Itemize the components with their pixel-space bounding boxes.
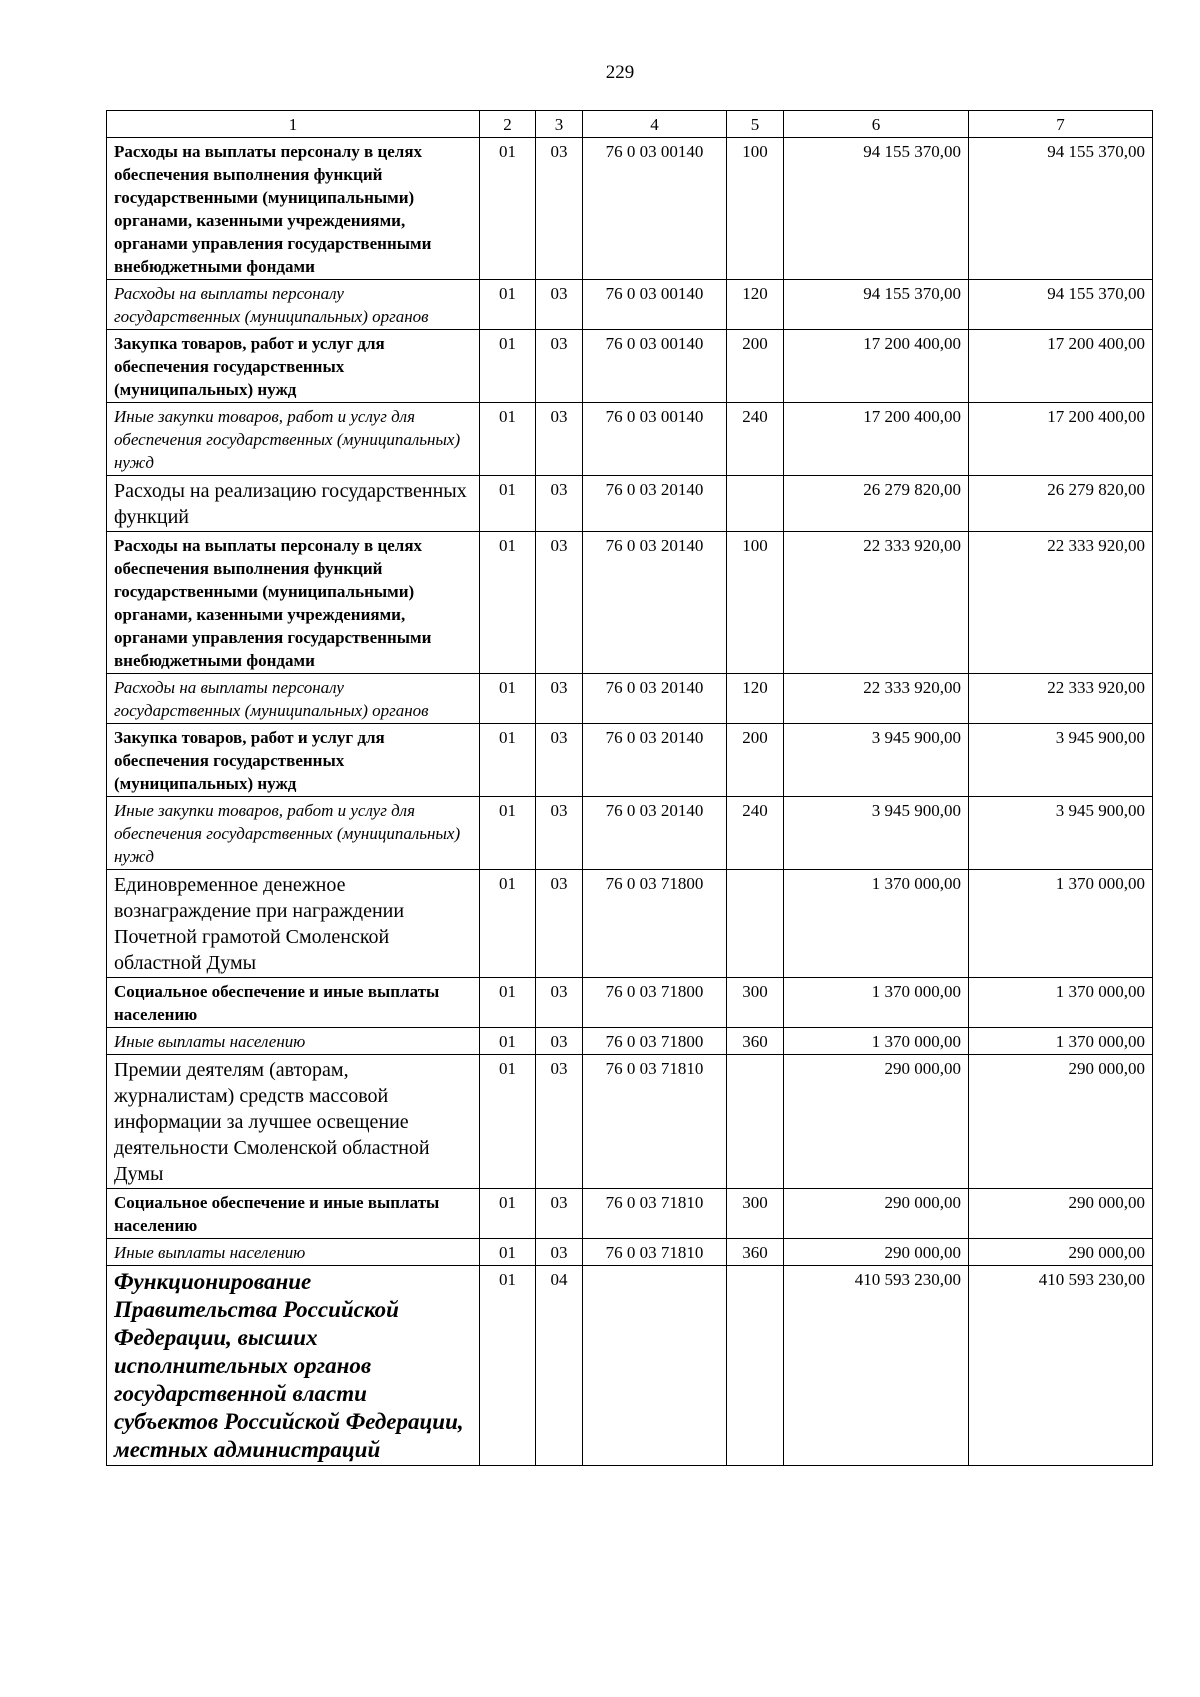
section-code-cell: 01	[480, 1239, 536, 1266]
expense-name-cell: Расходы на реализацию государственных функций	[107, 476, 480, 532]
amount-year2-cell: 290 000,00	[969, 1055, 1153, 1189]
target-article-cell: 76 0 03 71800	[583, 870, 727, 978]
expense-name-cell: Премии деятелям (авторам, журналистам) средств массовой информации за лучшее освещение деятельности Смоленской областной Думы	[107, 1055, 480, 1189]
expense-name-cell: Иные закупки товаров, работ и услуг для обеспечения государственных (муниципальных) нужд	[107, 403, 480, 476]
amount-year1-cell: 94 155 370,00	[784, 280, 969, 330]
subsection-code-cell: 03	[536, 978, 583, 1028]
table-row	[107, 978, 1153, 1028]
amount-year2-cell: 17 200 400,00	[969, 403, 1153, 476]
subsection-code-cell: 03	[536, 797, 583, 870]
expense-name-cell: Расходы на выплаты персоналу в целях обеспечения выполнения функций государственными (муниципальными) органами, казенными учреждениями, органами управления государственными внебюджетными фондами	[107, 138, 480, 280]
expense-type-cell: 200	[727, 724, 784, 797]
subsection-code-cell: 03	[536, 1189, 583, 1239]
section-code-cell: 01	[480, 978, 536, 1028]
table-row	[107, 674, 1153, 724]
target-article-cell	[583, 1266, 727, 1466]
section-code-cell: 01	[480, 138, 536, 280]
subsection-code-cell: 03	[536, 674, 583, 724]
target-article-cell: 76 0 03 71810	[583, 1055, 727, 1189]
table-row	[107, 476, 1153, 532]
expense-name-cell: Закупка товаров, работ и услуг для обеспечения государственных (муниципальных) нужд	[107, 330, 480, 403]
header-cell-3: 3	[536, 111, 583, 138]
budget-table	[106, 110, 1153, 1466]
amount-year2-cell: 290 000,00	[969, 1189, 1153, 1239]
amount-year2-cell: 26 279 820,00	[969, 476, 1153, 532]
table-row	[107, 724, 1153, 797]
target-article-cell: 76 0 03 20140	[583, 797, 727, 870]
amount-year2-cell: 3 945 900,00	[969, 797, 1153, 870]
target-article-cell: 76 0 03 00140	[583, 330, 727, 403]
expense-type-cell: 100	[727, 138, 784, 280]
expense-name-cell: Функционирование Правительства Российской Федерации, высших исполнительных органов государственной власти субъектов Российской Федерации, местных администраций	[107, 1266, 480, 1466]
expense-name-cell: Закупка товаров, работ и услуг для обеспечения государственных (муниципальных) нужд	[107, 724, 480, 797]
amount-year2-cell: 1 370 000,00	[969, 870, 1153, 978]
table-header-row	[107, 111, 1153, 138]
subsection-code-cell: 03	[536, 532, 583, 674]
expense-type-cell	[727, 1266, 784, 1466]
header-cell-5: 5	[727, 111, 784, 138]
target-article-cell: 76 0 03 20140	[583, 724, 727, 797]
header-cell-6: 6	[784, 111, 969, 138]
amount-year1-cell: 3 945 900,00	[784, 724, 969, 797]
amount-year1-cell: 410 593 230,00	[784, 1266, 969, 1466]
expense-name-cell: Расходы на выплаты персоналу в целях обеспечения выполнения функций государственными (муниципальными) органами, казенными учреждениями, органами управления государственными внебюджетными фондами	[107, 532, 480, 674]
amount-year1-cell: 22 333 920,00	[784, 532, 969, 674]
expense-type-cell: 120	[727, 280, 784, 330]
target-article-cell: 76 0 03 20140	[583, 532, 727, 674]
header-cell-2: 2	[480, 111, 536, 138]
section-code-cell: 01	[480, 1028, 536, 1055]
amount-year2-cell: 94 155 370,00	[969, 138, 1153, 280]
table-row	[107, 138, 1153, 280]
target-article-cell: 76 0 03 71810	[583, 1239, 727, 1266]
subsection-code-cell: 03	[536, 1028, 583, 1055]
target-article-cell: 76 0 03 00140	[583, 403, 727, 476]
amount-year1-cell: 1 370 000,00	[784, 1028, 969, 1055]
table-row	[107, 532, 1153, 674]
subsection-code-cell: 03	[536, 1239, 583, 1266]
amount-year1-cell: 26 279 820,00	[784, 476, 969, 532]
amount-year1-cell: 290 000,00	[784, 1055, 969, 1189]
subsection-code-cell: 03	[536, 1055, 583, 1189]
section-code-cell: 01	[480, 1189, 536, 1239]
target-article-cell: 76 0 03 20140	[583, 476, 727, 532]
section-code-cell: 01	[480, 476, 536, 532]
expense-name-cell: Единовременное денежное вознаграждение при награждении Почетной грамотой Смоленской областной Думы	[107, 870, 480, 978]
expense-name-cell: Расходы на выплаты персоналу государственных (муниципальных) органов	[107, 280, 480, 330]
subsection-code-cell: 03	[536, 724, 583, 797]
subsection-code-cell: 03	[536, 870, 583, 978]
amount-year1-cell: 94 155 370,00	[784, 138, 969, 280]
amount-year2-cell: 410 593 230,00	[969, 1266, 1153, 1466]
subsection-code-cell: 03	[536, 476, 583, 532]
header-cell-1: 1	[107, 111, 480, 138]
expense-type-cell: 120	[727, 674, 784, 724]
subsection-code-cell: 04	[536, 1266, 583, 1466]
table-row	[107, 330, 1153, 403]
subsection-code-cell: 03	[536, 330, 583, 403]
subsection-code-cell: 03	[536, 403, 583, 476]
expense-name-cell: Социальное обеспечение и иные выплаты населению	[107, 978, 480, 1028]
amount-year2-cell: 1 370 000,00	[969, 978, 1153, 1028]
section-code-cell: 01	[480, 1055, 536, 1189]
target-article-cell: 76 0 03 00140	[583, 280, 727, 330]
amount-year2-cell: 94 155 370,00	[969, 280, 1153, 330]
amount-year1-cell: 22 333 920,00	[784, 674, 969, 724]
table-row	[107, 280, 1153, 330]
target-article-cell: 76 0 03 71800	[583, 978, 727, 1028]
section-code-cell: 01	[480, 1266, 536, 1466]
table-row	[107, 870, 1153, 978]
target-article-cell: 76 0 03 20140	[583, 674, 727, 724]
table-row	[107, 1028, 1153, 1055]
expense-type-cell: 240	[727, 403, 784, 476]
amount-year2-cell: 22 333 920,00	[969, 532, 1153, 674]
expense-type-cell: 100	[727, 532, 784, 674]
subsection-code-cell: 03	[536, 280, 583, 330]
expense-type-cell: 300	[727, 1189, 784, 1239]
expense-name-cell: Иные выплаты населению	[107, 1028, 480, 1055]
section-code-cell: 01	[480, 797, 536, 870]
table-row	[107, 403, 1153, 476]
subsection-code-cell: 03	[536, 138, 583, 280]
expense-name-cell: Расходы на выплаты персоналу государственных (муниципальных) органов	[107, 674, 480, 724]
table-row	[107, 797, 1153, 870]
amount-year2-cell: 17 200 400,00	[969, 330, 1153, 403]
expense-type-cell	[727, 476, 784, 532]
section-code-cell: 01	[480, 870, 536, 978]
expense-type-cell: 300	[727, 978, 784, 1028]
target-article-cell: 76 0 03 00140	[583, 138, 727, 280]
page-number: 229	[605, 62, 635, 83]
table-row	[107, 1055, 1153, 1189]
table-row	[107, 1266, 1153, 1466]
expense-type-cell	[727, 870, 784, 978]
expense-name-cell: Иные выплаты населению	[107, 1239, 480, 1266]
amount-year1-cell: 290 000,00	[784, 1189, 969, 1239]
section-code-cell: 01	[480, 280, 536, 330]
amount-year2-cell: 290 000,00	[969, 1239, 1153, 1266]
table-row	[107, 1239, 1153, 1266]
section-code-cell: 01	[480, 532, 536, 674]
section-code-cell: 01	[480, 674, 536, 724]
expense-type-cell: 360	[727, 1239, 784, 1266]
target-article-cell: 76 0 03 71810	[583, 1189, 727, 1239]
expense-type-cell	[727, 1055, 784, 1189]
amount-year1-cell: 17 200 400,00	[784, 330, 969, 403]
amount-year1-cell: 1 370 000,00	[784, 978, 969, 1028]
amount-year2-cell: 1 370 000,00	[969, 1028, 1153, 1055]
expense-type-cell: 240	[727, 797, 784, 870]
amount-year2-cell: 22 333 920,00	[969, 674, 1153, 724]
expense-name-cell: Иные закупки товаров, работ и услуг для обеспечения государственных (муниципальных) нужд	[107, 797, 480, 870]
expense-type-cell: 360	[727, 1028, 784, 1055]
header-cell-7: 7	[969, 111, 1153, 138]
table-row	[107, 1189, 1153, 1239]
section-code-cell: 01	[480, 330, 536, 403]
amount-year1-cell: 290 000,00	[784, 1239, 969, 1266]
section-code-cell: 01	[480, 724, 536, 797]
target-article-cell: 76 0 03 71800	[583, 1028, 727, 1055]
amount-year2-cell: 3 945 900,00	[969, 724, 1153, 797]
amount-year1-cell: 17 200 400,00	[784, 403, 969, 476]
expense-type-cell: 200	[727, 330, 784, 403]
header-cell-4: 4	[583, 111, 727, 138]
amount-year1-cell: 3 945 900,00	[784, 797, 969, 870]
amount-year1-cell: 1 370 000,00	[784, 870, 969, 978]
expense-name-cell: Социальное обеспечение и иные выплаты населению	[107, 1189, 480, 1239]
section-code-cell: 01	[480, 403, 536, 476]
